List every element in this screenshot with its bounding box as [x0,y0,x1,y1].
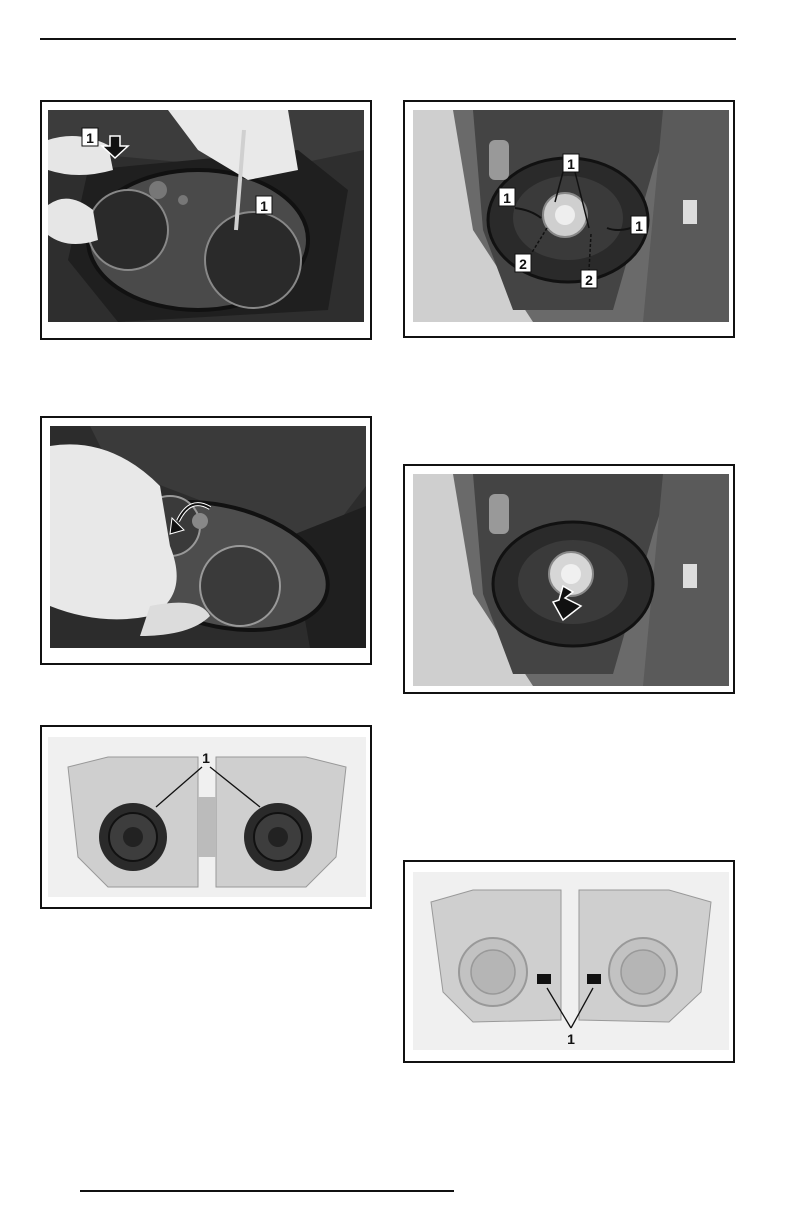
header-rule [40,38,736,40]
callout-tab: 1 [567,1031,575,1047]
figure-headlamp-sockets [40,725,372,909]
figure-gauge-release [40,100,372,340]
callout-1a: 1 [86,130,94,146]
callout-direction-right: 2 [585,272,593,288]
figure-bulb-springs [403,100,735,338]
callout-spring-right: 1 [635,218,643,234]
callout-socket: 1 [202,750,210,766]
callout-1b: 1 [260,198,268,214]
figure-bulb-removal [403,464,735,694]
photo-gauge-release [48,110,364,322]
photo-gauge-tilt [50,426,366,648]
footer-rule [80,1190,454,1192]
photo-bulb-removal [413,474,729,686]
callout-direction-left: 2 [519,256,527,272]
figure-headlamp-tabs [403,860,735,1063]
render-headlamp-tabs [413,872,729,1050]
photo-bulb-springs [413,110,729,322]
figure-gauge-tilt [40,416,372,665]
render-headlamp-sockets [48,737,366,897]
callout-spring-1: 1 [567,156,575,172]
callout-spring-left: 1 [503,190,511,206]
